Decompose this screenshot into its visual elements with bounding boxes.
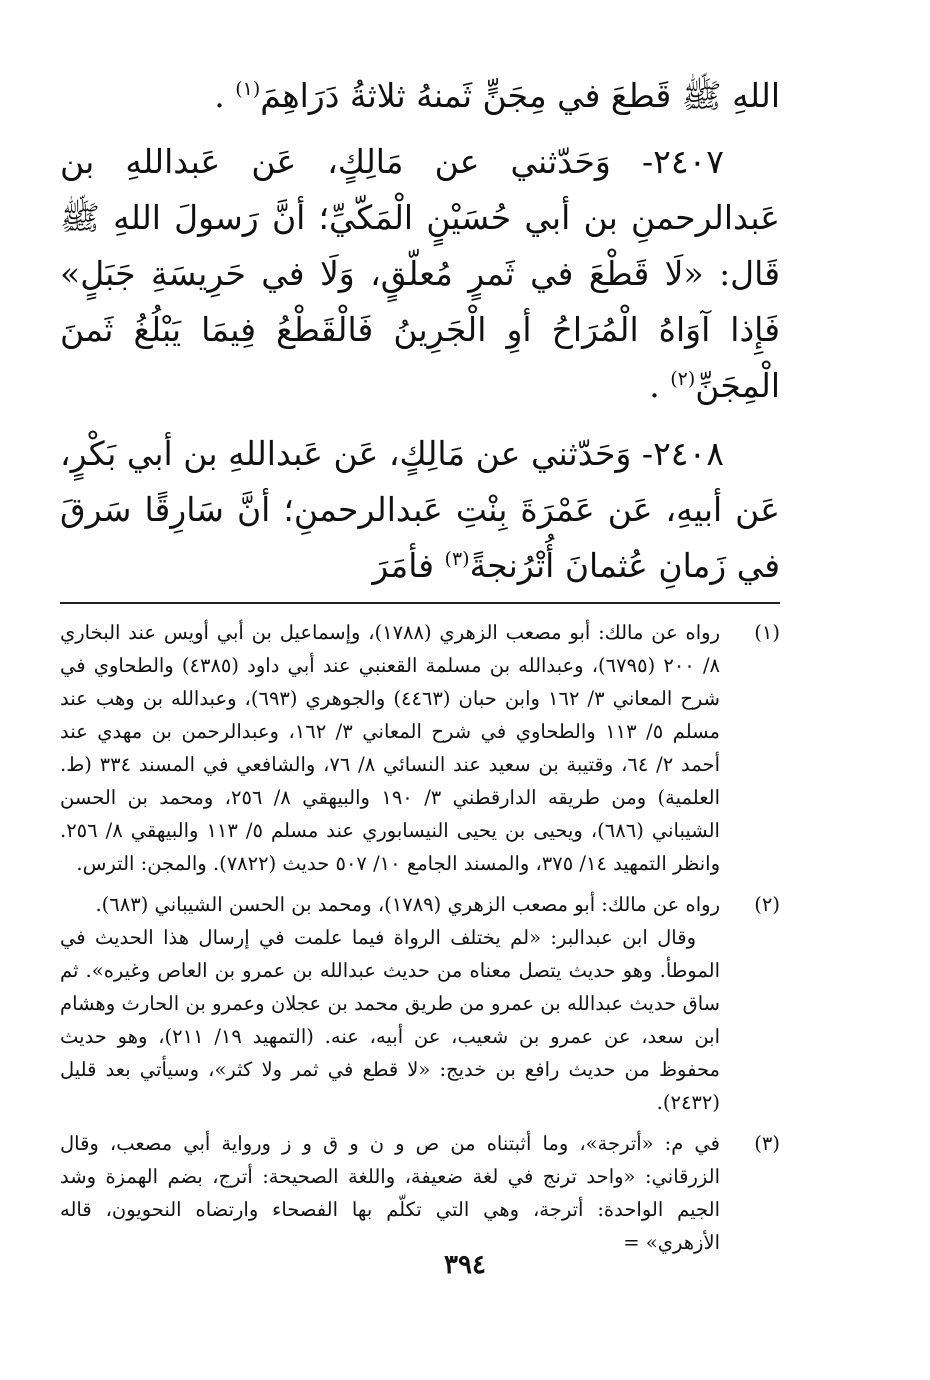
- hadith-2408: [60, 426, 780, 594]
- footnote-number: (٣): [754, 1132, 780, 1155]
- footnote-body: [60, 888, 720, 1119]
- footnote-3: [60, 1127, 780, 1259]
- hadith-end: فأمَرَ: [372, 546, 435, 585]
- footnote-body: [60, 616, 720, 880]
- book-page: [60, 68, 780, 1358]
- hadith-number: ٢٤٠٨-: [641, 434, 724, 473]
- footnote-paragraph: رواه عن مالك: أبو مصعب الزهري (١٧٨٨)، وإسماعيل بن أبي أويس عند البخاري ٨/ ٢٠٠ (٦٧٩٥)، وعبدالله بن مسلمة القعنبي عند أبي داود (٤٣٨٥) والطحاوي في شرح المعاني ٣/ ١٦٢ وابن حبان (٤٤٦٣) والجوهري (٦٩٣)، وعبدالله بن وهب عند مسلم ٥/ ١١٣ والطحاوي في شرح المعاني ٣/ ١٦٢، وعبدالرحمن بن مهدي عند أحمد ٢/ ٦٤، وقتيبة بن سعيد عند النسائي ٨/ ٧٦، والشافعي في المسند ٣٣٤ (ط. العلمية) ومن طريقه الدارقطني ٣/ ١٩٠ والبيهقي ٨/ ٢٥٦، ومحمد بن الحسن الشيباني (٦٨٦)، ويحيى بن يحيى النيسابوري عند مسلم ٥/ ١١٣ والبيهقي ٨/ ٢٥٦. وانظر التمهيد ١٤/ ٣٧٥، والمسند الجامع ١٠/ ٥٠٧ حديث (٧٨٢٢). والمجن: الترس.: [60, 621, 721, 875]
- footnote-1: [60, 616, 780, 880]
- footnote-2: [60, 888, 780, 1119]
- footnote-marker-1: (١): [235, 78, 261, 100]
- footnote-paragraph: رواه عن مالك: أبو مصعب الزهري (١٧٨٩)، ومحمد بن الحسن الشيباني (٦٨٣).: [95, 893, 720, 916]
- main-text: [60, 68, 780, 594]
- footnote-body: [60, 1127, 720, 1259]
- lead-line-text: اللهِ ﷺ قَطعَ في مِجَنٍّ ثَمنهُ ثلاثةُ دَرَاهِمَ: [260, 76, 780, 115]
- hadith-end: .: [649, 366, 660, 405]
- footnote-marker-3: (٣): [444, 548, 470, 570]
- hadith-2407: [60, 134, 780, 414]
- footnote-number: (١): [754, 621, 780, 644]
- footnote-number: (٢): [754, 893, 780, 916]
- lead-line-end: .: [214, 76, 225, 115]
- hadith-text: وَحَدّثني عن مَالِكٍ، عَن عَبداللهِ بن أبي بَكْرٍ، عَن أبيهِ، عَن عَمْرَةَ بِنْتِ عَبدالرحمنِ؛ أنَّ سَارِقًا سَرقَ في زَمانِ عُثمانَ أُتْرُنجةً: [60, 434, 780, 585]
- footnote-paragraph: وقال ابن عبدالبر: «لم يختلف الرواة فيما علمت في إرسال هذا الحديث في الموطأ. وهو حديث يتصل معناه من حديث عبدالله بن عمرو بن العاص وغيره». ثم ساق حديث عبدالله بن عمرو من طريق محمد بن عجلان وعمرو بن الحارث وهشام ابن سعد، عن عمرو بن شعيب، عن أبيه، عنه. (التمهيد ١٩/ ٢١١)، وهو حديث محفوظ من حديث رافع بن خديج: «لا قطع في ثمر ولا كثر»، وسيأتي بعد قليل (٢٤٣٢).: [60, 926, 721, 1114]
- lead-line: [60, 68, 780, 124]
- footnotes: [60, 616, 780, 1259]
- hadith-text: وَحَدّثني عن مَالِكٍ، عَن عَبداللهِ بن عَبدالرحمنِ بن أبي حُسَيْنٍ الْمَكّيِّ؛ أنَّ رَسولَ اللهِ ﷺ قَال: «لَا قَطْعَ في ثَمرٍ مُعلّقٍ، وَلَا في حَرِيسَةِ جَبَلٍ» فَإِذا آوَاهُ الْمُرَاحُ أوِ الْجَرِينُ فَالْقَطْعُ فِيمَا يَبْلُغُ ثَمنَ الْمِجَنِّ: [60, 142, 780, 405]
- footnote-paragraph: في م: «أترجة»، وما أثبتناه من ص و ن و ق و ز ورواية أبي مصعب، وقال الزرقاني: «واحد ترنج في لغة ضعيفة، واللغة الصحيحة: أترج، بضم الهمزة وشد الجيم الواحدة: أترجة، وهي التي تكلّم بها الفصحاء وارتضاه النحويون، قاله الأزهري» =: [60, 1132, 720, 1254]
- page-number: ٣٩٤: [444, 1250, 486, 1280]
- hadith-number: ٢٤٠٧-: [641, 142, 724, 181]
- footnote-marker-2: (٢): [670, 368, 696, 390]
- footnote-divider: [60, 602, 780, 604]
